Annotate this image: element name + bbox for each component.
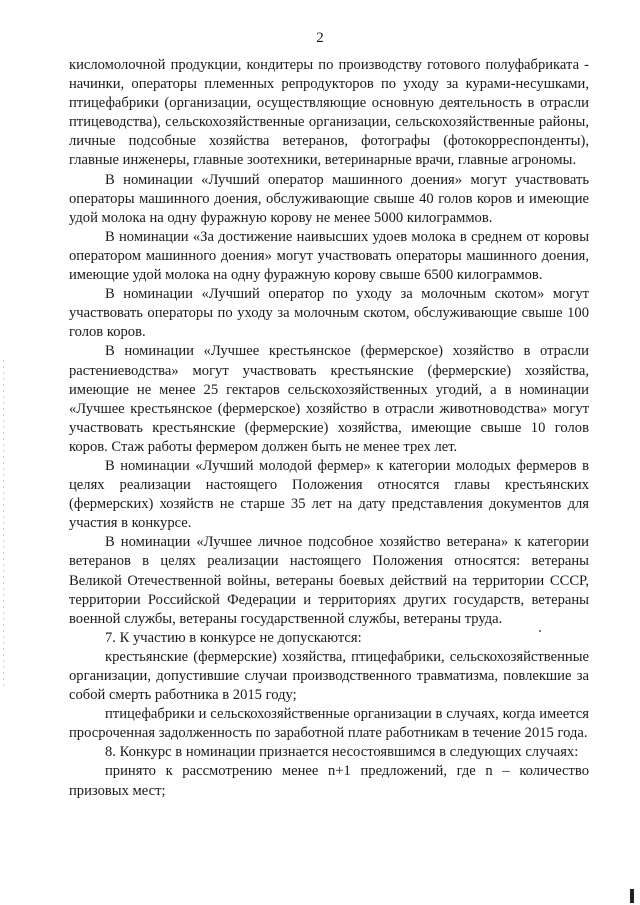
clause-7-item-2: птицефабрики и сельскохозяйственные организации в случаях, когда имеется просроченная задолженность по заработной плате работникам в течение 2015 года. <box>69 706 589 742</box>
scan-corner-mark <box>630 889 634 903</box>
page-number: 2 <box>316 30 324 46</box>
paragraph-best-farm: В номинации «Лучшее крестьянское (фермерское) хозяйство в отрасли растениеводства» могут участвовать крестьянские (фермерские) хозяйства, имеющие не менее 25 гектаров сельскохозяйственных угодий, а в номинации «Лучшее крестьянское (фермерское) хозяйство в отрасли животноводства» могут участвовать крестьянские (фермерские) хозяйства, имеющие свыше 10 голов коров. Стаж работы фермером должен быть не менее трех лет. <box>69 343 589 455</box>
paragraph-veteran-household: В номинации «Лучшее личное подсобное хозяйство ветерана» к категории ветеранов в целях реализации настоящего Положения относятся: ветераны Великой Отечественной войны, ветераны боевых действий на территории СССР, территории Российской Федерации и территориях других государств, ветераны военной службы, ветераны государственной службы, ветераны труда. <box>69 534 589 627</box>
paragraph-dairy-care-operator: В номинации «Лучший оператор по уходу за молочным скотом» могут участвовать операторы по уходу за молочным скотом, обслуживающие свыше 100 голов коров. <box>69 286 589 341</box>
scan-edge-artifact <box>3 360 4 690</box>
clause-8-item-1: принято к рассмотрению менее n+1 предложений, где n – количество призовых мест; <box>69 763 589 799</box>
clause-8-heading: 8. Конкурс в номинации признается несостоявшимся в следующих случаях: <box>105 744 579 761</box>
paragraph-milking-operator: В номинации «Лучший оператор машинного доения» могут участвовать операторы машинного доения, обслуживающие свыше 40 голов коров и имеющие удой молока на одну фуражную корову не менее 5000 килограммов. <box>69 171 589 226</box>
clause-7-heading: 7. К участию в конкурсе не допускаются: <box>105 629 362 646</box>
document-body <box>69 56 589 801</box>
paragraph-highest-yield: В номинации «За достижение наивысших удоев молока в среднем от коровы оператором машинного доения» могут участвовать операторы машинного доения, имеющие удой молока на одну фуражную корову свыше 6500 килограммов. <box>69 228 589 284</box>
clause-7-item-1: крестьянские (фермерские) хозяйства, птицефабрики, сельскохозяйственные организации, допустившие случаи производственного травматизма, повлекшие за собой смерть работника в 2015 году; <box>69 648 589 704</box>
paragraph-continuation: кисломолочной продукции, кондитеры по производству готового полуфабриката - начинки, операторы племенных репродукторов по уходу за курами-несушками, птицефабрики (организации, осуществляющие основную деятельность в отрасли птицеводства), сельскохозяйственные организации, сельскохозяйственные районы, личные подсобные хозяйства ветеранов, фотографы (фотокорреспонденты), главные инженеры, главные зоотехники, ветеринарные врачи, главные агрономы. <box>69 57 589 169</box>
paragraph-young-farmer: В номинации «Лучший молодой фермер» к категории молодых фермеров в целях реализации настоящего Положения относятся главы крестьянских (фермерских) хозяйств не старше 35 лет на дату представления документов для участия в конкурсе. <box>69 457 589 532</box>
scan-speck <box>539 630 541 632</box>
